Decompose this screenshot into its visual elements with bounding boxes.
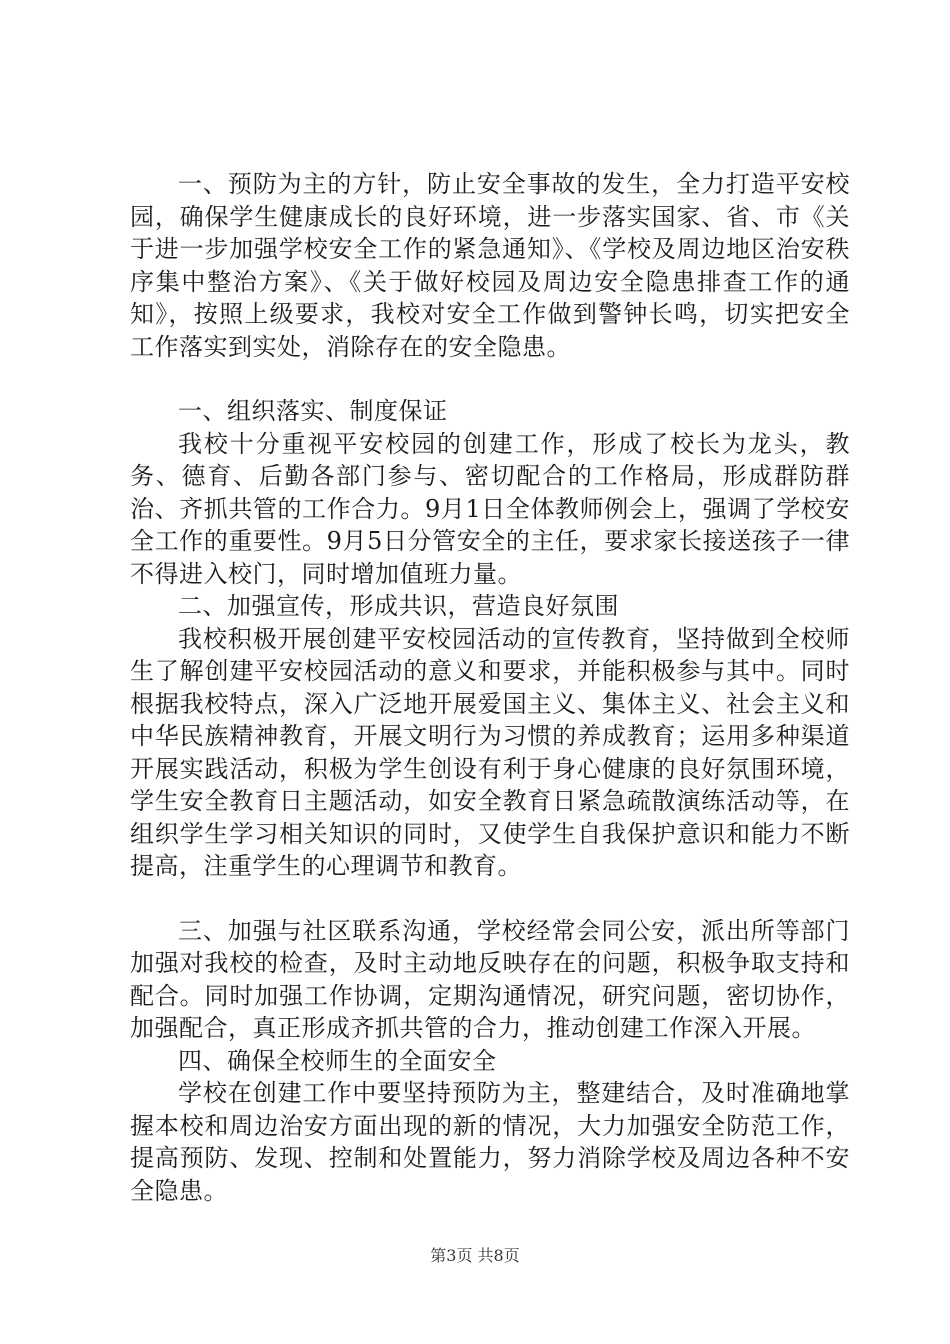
paragraph-gap: [130, 363, 850, 395]
paragraph-publicity: 我校积极开展创建平安校园活动的宣传教育，坚持做到全校师生了解创建平安校园活动的意义和要求，并能积极参与其中。同时根据我校特点，深入广泛地开展爱国主义、集体主义、社会主义和中华民族精神教育，开展文明行为习惯的养成教育；运用多种渠道开展实践活动，积极为学生创设有利于身心健康的良好氛围环境，学生安全教育日主题活动，如安全教育日紧急疏散演练活动等，在组织学生学习相关知识的同时，又使学生自我保护意识和能力不断提高，注重学生的心理调节和教育。: [130, 624, 850, 880]
page-number-footer: 第3页 共8页: [430, 1246, 520, 1265]
paragraph-gap: [130, 883, 850, 915]
paragraph-community: 三、加强与社区联系沟通，学校经常会同公安，派出所等部门加强对我校的检查，及时主动地反映存在的问题，积极争取支持和配合。同时加强工作协调，定期沟通情况，研究问题，密切协作，加强配合，真正形成齐抓共管的合力，推动创建工作深入开展。: [130, 916, 850, 1042]
heading-organization: 一、组织落实、制度保证: [178, 397, 448, 425]
paragraph-safety: 学校在创建工作中要坚持预防为主，整建结合，及时准确地掌握本校和周边治安方面出现的新的情况，大力加强安全防范工作，提高预防、发现、控制和处置能力，努力消除学校及周边各种不安全隐患。: [130, 1079, 850, 1205]
paragraph-intro: 一、预防为主的方针，防止安全事故的发生，全力打造平安校园，确保学生健康成长的良好环境，进一步落实国家、省、市《关于进一步加强学校安全工作的紧急通知》、《学校及周边地区治安秩序集中整治方案》、《关于做好校园及周边安全隐患排查工作的通知》，按照上级要求，我校对安全工作做到警钟长鸣，切实把安全工作落实到实处，消除存在的安全隐患。: [130, 170, 850, 361]
document-body: [130, 168, 850, 1207]
heading-safety: 四、确保全校师生的全面安全: [178, 1046, 497, 1075]
heading-publicity: 二、加强宣传，形成共识，营造良好氛围: [178, 592, 619, 620]
paragraph-organization: 我校十分重视平安校园的创建工作，形成了校长为龙头，教务、德育、后勤各部门参与、密切配合的工作格局，形成群防群治、齐抓共管的工作合力。9月1日全体教师例会上，强调了学校安全工作的重要性。9月5日分管安全的主任，要求家长接送孩子一律不得进入校门，同时增加值班力量。: [130, 429, 850, 588]
